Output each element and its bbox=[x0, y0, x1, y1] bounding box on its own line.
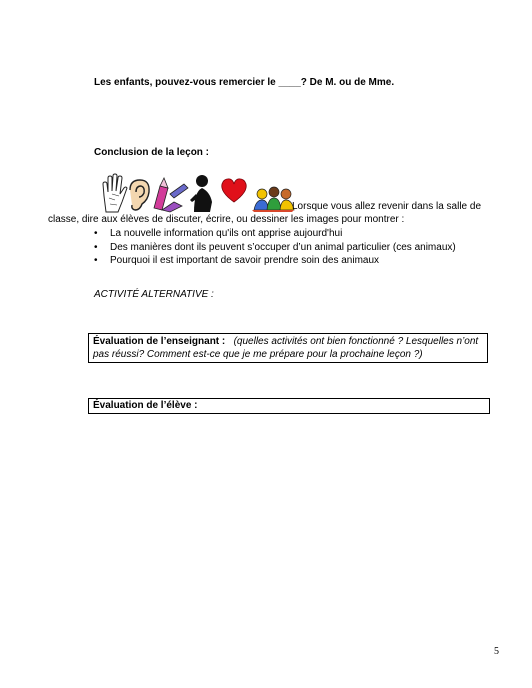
thank-question: Les enfants, pouvez-vous remercier le ____? De M. ou de Mme. bbox=[94, 77, 395, 88]
paragraph-line-1: Lorsque vous allez revenir dans la salle de bbox=[292, 201, 481, 212]
teacher-evaluation-text: (quelles activités ont bien fonctionné ? Lesquelles n’ont pas réussi? Comment est-ce que je me prépare pour la prochaine leçon ?) bbox=[93, 336, 479, 360]
paragraph-line-2: classe, dire aux élèves de discuter, écrire, ou dessiner les images pour montrer : bbox=[48, 214, 405, 225]
conclusion-title: Conclusion de la leçon : bbox=[94, 147, 210, 158]
student-evaluation-label: Évaluation de l’élève : bbox=[93, 400, 198, 411]
list-item: • Pourquoi il est important de savoir prendre soin des animaux bbox=[94, 254, 456, 268]
teacher-evaluation-label: Évaluation de l’enseignant : bbox=[93, 336, 226, 347]
list-item: • Des manières dont ils peuvent s’occuper d’un animal particulier (ces animaux) bbox=[94, 241, 456, 255]
conclusion-paragraph bbox=[48, 200, 494, 226]
list-item: • La nouvelle information qu'ils ont apprise aujourd'hui bbox=[94, 227, 456, 241]
student-evaluation-box bbox=[88, 398, 490, 414]
teacher-evaluation-box bbox=[88, 333, 488, 363]
heart-icon bbox=[222, 179, 247, 202]
page-number: 5 bbox=[494, 646, 499, 657]
conclusion-bullet-list bbox=[94, 227, 456, 268]
alternative-activity-label: ACTIVITÉ ALTERNATIVE : bbox=[94, 289, 214, 300]
